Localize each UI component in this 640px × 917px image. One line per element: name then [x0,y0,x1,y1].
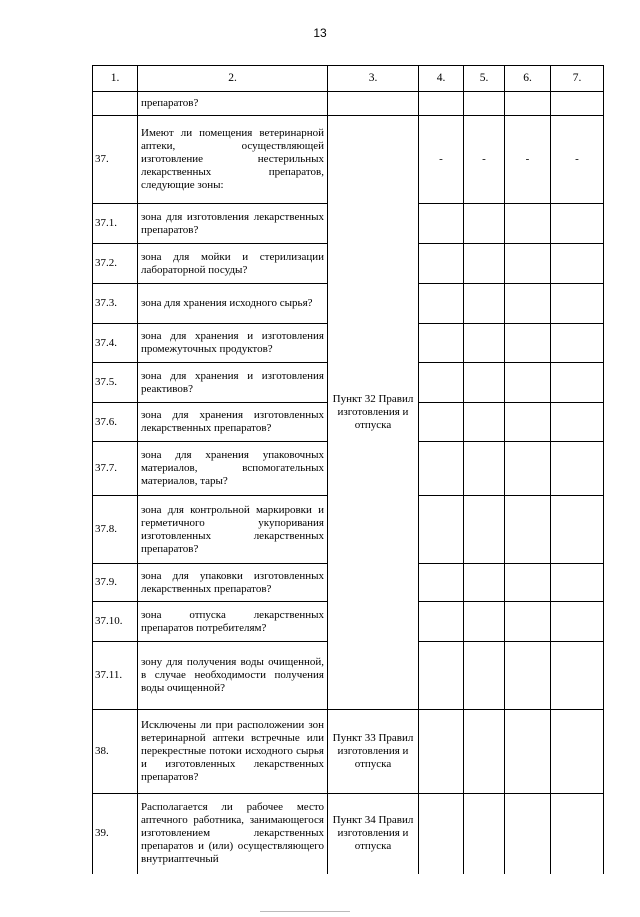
row-number: 37. [93,116,138,204]
norm-reference: Пункт 33 Правил изготовления и отпуска [328,710,419,794]
table-row [93,794,604,874]
column-header: 3. [328,66,419,92]
answer-mark: - [464,116,505,204]
row-question: зона для хранения исходного сырья? [138,284,328,324]
table-row [93,116,604,204]
row-question: Располагается ли рабочее место аптечного работника, занимающегося изготовлением лекарственных препаратов и (или) осуществляющего внутриаптечный [138,794,328,874]
norm-reference: Пункт 32 Правил изготовления и отпуска [328,116,419,710]
row-question: зона для хранения упаковочных материалов, вспомогательных материалов, тары? [138,442,328,496]
column-header: 6. [505,66,551,92]
page-bottom-line [260,911,350,912]
answer-mark: - [419,116,464,204]
column-header: 1. [93,66,138,92]
row-question: зона для контрольной маркировки и герметичного укупоривания изготовленных лекарственных препаратов? [138,496,328,564]
column-header: 5. [464,66,505,92]
row-number: 37.1. [93,204,138,244]
row-number: 37.7. [93,442,138,496]
row-number: 37.8. [93,496,138,564]
checklist-table [92,65,604,874]
row-question: зона для упаковки изготовленных лекарственных препаратов? [138,564,328,602]
norm-reference: Пункт 34 Правил изготовления и отпуска [328,794,419,874]
row-number: 37.10. [93,602,138,642]
row-number: 38. [93,710,138,794]
row-number: 37.3. [93,284,138,324]
row-number: 37.9. [93,564,138,602]
row-number: 37.4. [93,324,138,363]
norm-cell [328,92,419,116]
column-header: 7. [551,66,604,92]
row-question: зона для хранения и изготовления реактивов? [138,363,328,403]
row-question: препаратов? [138,92,328,116]
row-question: зону для получения воды очищенной, в случае необходимости получения воды очищенной? [138,642,328,710]
page-number: 13 [313,26,327,40]
answer-mark: - [551,116,604,204]
row-question: зона для хранения изготовленных лекарственных препаратов? [138,403,328,442]
row-number: 37.11. [93,642,138,710]
row-number [93,92,138,116]
row-question: зона для хранения и изготовления промежуточных продуктов? [138,324,328,363]
table-header-row [93,66,604,92]
row-question: Имеют ли помещения ветеринарной аптеки, осуществляющей изготовление нестерильных лекарственных препаратов, следующие зоны: [138,116,328,204]
row-number: 37.5. [93,363,138,403]
row-question: зона отпуска лекарственных препаратов потребителям? [138,602,328,642]
table-row [93,710,604,794]
column-header: 2. [138,66,328,92]
row-number: 37.2. [93,244,138,284]
answer-mark: - [505,116,551,204]
row-question: зона для мойки и стерилизации лабораторной посуды? [138,244,328,284]
column-header: 4. [419,66,464,92]
row-question: Исключены ли при расположении зон ветеринарной аптеки встречные или перекрестные потоки исходного сырья и изготовленных лекарственных препаратов? [138,710,328,794]
row-question: зона для изготовления лекарственных препаратов? [138,204,328,244]
row-number: 39. [93,794,138,874]
row-number: 37.6. [93,403,138,442]
table-row [93,92,604,116]
